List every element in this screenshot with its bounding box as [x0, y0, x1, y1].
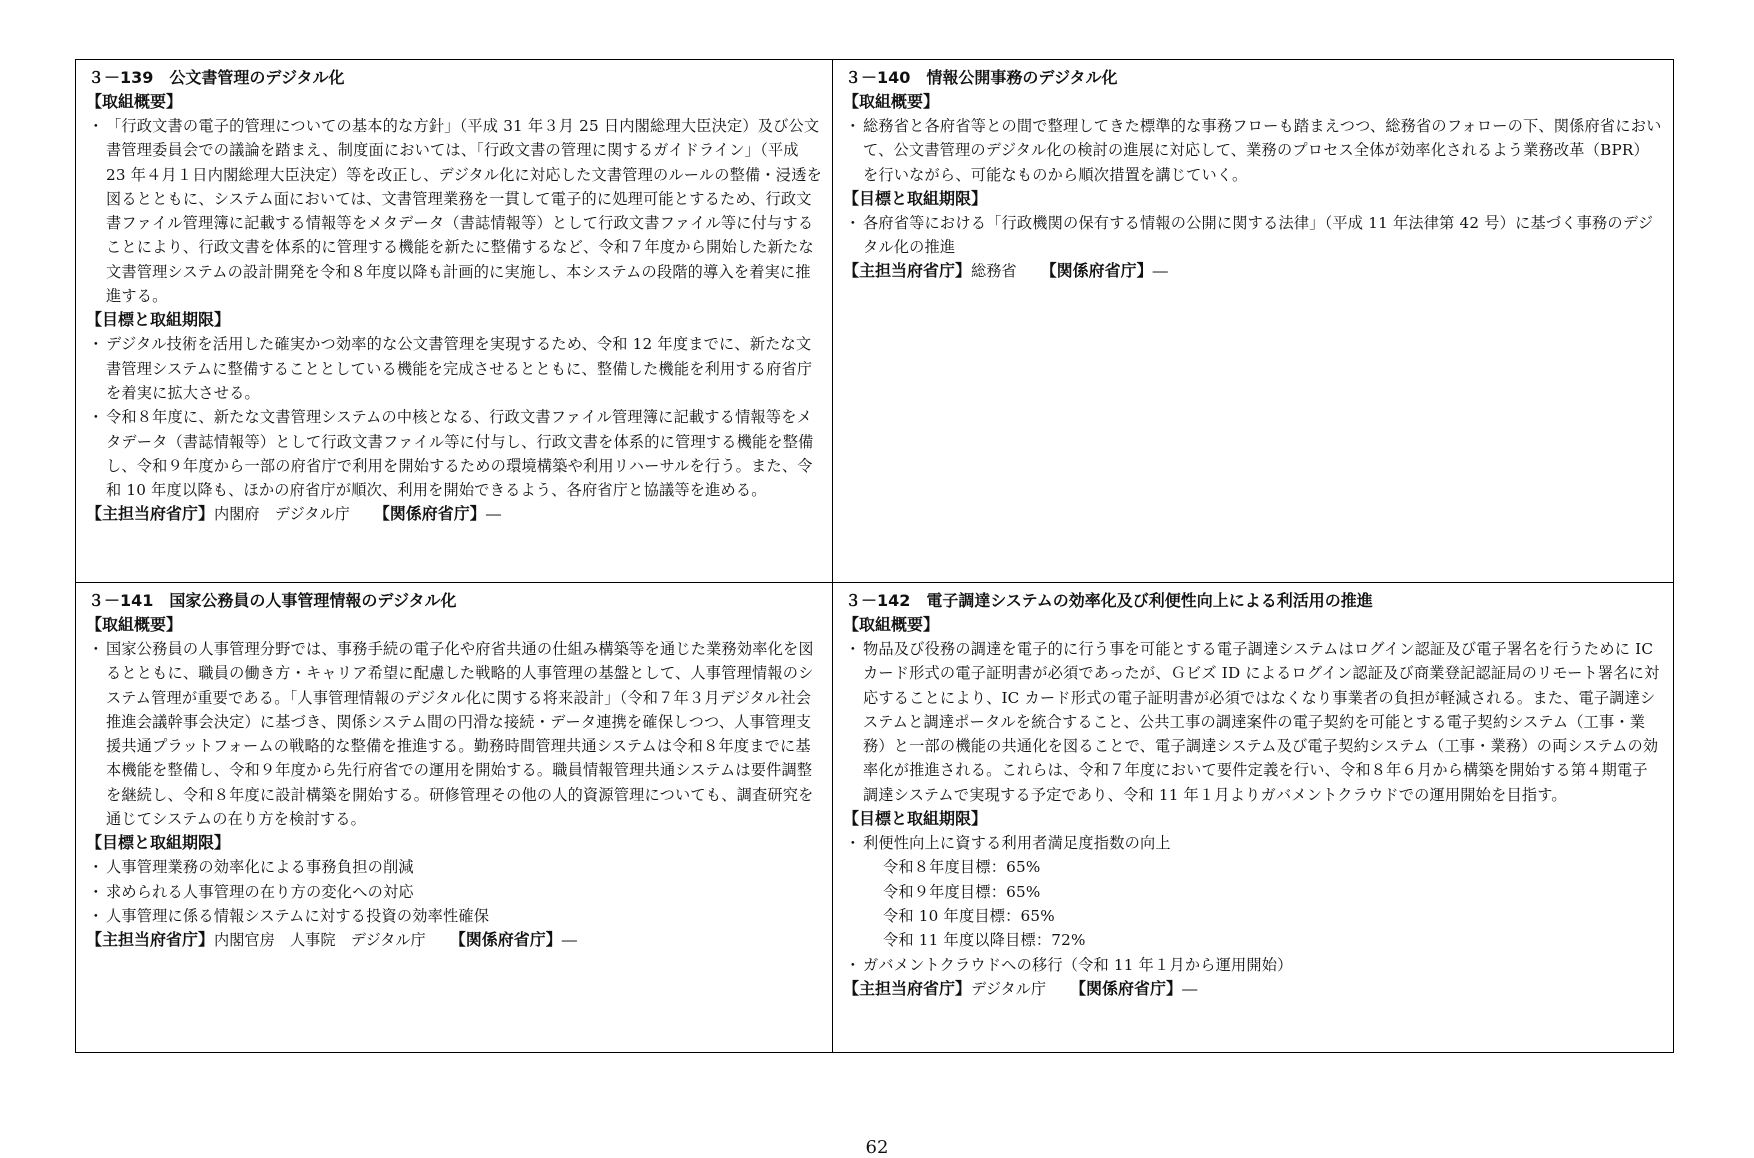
- bullet: ・: [845, 955, 861, 974]
- goal-item: ・ デジタル技術を活用した確実かつ効率的な公文書管理を実現するため、令和 12 年度までに、新たな文書管理システムに整備することとしている機能を完成させるとともに、整備した機能を利用する府省庁を着実に拡大させる。: [76, 332, 822, 405]
- related-label: 【関係府省庁】: [1070, 978, 1183, 998]
- overview-heading: 【取組概要】: [843, 615, 940, 634]
- measure-title: ３－141 国家公務員の人事管理情報のデジタル化: [88, 591, 457, 610]
- lead-ministries: 内閣官房 人事院 デジタル庁: [214, 931, 426, 950]
- goals-heading: 【目標と取組期限】: [86, 833, 231, 853]
- target-item: 令和８年度目標：65%: [883, 858, 1041, 877]
- goals-heading: 【目標と取組期限】: [86, 310, 231, 330]
- bullet: ・: [88, 408, 104, 427]
- measure-title: ３－142 電子調達システムの効率化及び利便性向上による利活用の推進: [845, 591, 1373, 610]
- overview-item: ・ 「行政文書の電子的管理についての基本的な方針」（平成 31 年３月 25 日内閣総理大臣決定）及び公文書管理委員会での議論を踏まえ、制度面においては、「行政文書の管理に関するガイドライン」（平成 23 年４月１日内閣総理大臣決定）等を改正し、デジタル化に対応した文書管理のルールの整備・浸透を図るとともに、システム面においては、文書管理業務を一貫して電子的に処理可能とするため、行政文書ファイル管理簿に記載する情報等をメタデータ（書誌情報等）として行政文書ファイル等に付与することにより、行政文書を体系的に管理する機能を新たに整備するなど、令和７年度から開始した新たな文書管理システムの設計開発を令和８年度以降も計画的に実施し、本システムの段階的導入を着実に推進する。: [76, 114, 822, 308]
- overview-item: ・ 物品及び役務の調達を電子的に行う事を可能とする電子調達システムはログイン認証及び電子署名を行うために IC カード形式の電子証明書が必須であったが、Ｇビズ ID によるログイン認証及び商業登記認証局のリモート署名に対応することにより、IC カード形式の電子証明書が必須ではなくなり事業者の負担が軽減される。また、電子調達システムと調達ポータルを統合すること、公共工事の調達案件の電子契約を可能とする電子契約システム（工事・業務）と一部の機能の共通化を図ることで、電子調達システム及び電子契約システム（工事・業務）の両システムの効率化が推進される。これらは、令和７年度において要件定義を行い、令和８年６月から構築を開始する第４期電子調達システムで実現する予定であり、令和 11 年１月よりガバメントクラウドでの運用開始を目指す。: [833, 637, 1663, 807]
- bullet: ・: [88, 335, 104, 354]
- bullet: ・: [88, 858, 104, 877]
- related-label: 【関係府省庁】: [1040, 261, 1153, 281]
- related-ministries: ―: [485, 505, 501, 524]
- goal-item: ・ ガバメントクラウドへの移行（令和 11 年１月から運用開始）: [833, 953, 1663, 977]
- measure-3-142: [832, 582, 1673, 1052]
- bullet: ・: [88, 640, 104, 658]
- bullet: ・: [88, 882, 104, 901]
- related-label: 【関係府省庁】: [373, 504, 486, 524]
- ministries-line: [76, 502, 822, 526]
- related-ministries: ―: [1182, 979, 1198, 998]
- overview-item: ・ 国家公務員の人事管理分野では、事務手続の電子化や府省共通の仕組み構築等を通じた業務効率化を図るとともに、職員の働き方・キャリア希望に配慮した戦略的人事管理の基盤として、人事管理情報のシステム管理が重要である。「人事管理情報のデジタル化に関する将来設計」（令和７年３月デジタル社会推進会議幹事会決定）に基づき、関係システム間の円滑な接続・データ連携を確保しつつ、人事管理支援共通プラットフォームの戦略的な整備を推進する。勤務時間管理共通システムは令和８年度までに基本機能を整備し、令和９年度から先行府省での運用を開始する。職員情報管理共通システムは要件調整を継続し、令和８年度に設計構築を開始する。研修管理その他の人的資源管理についても、調査研究を通じてシステムの在り方を検討する。: [76, 637, 822, 831]
- page-number: 62: [865, 1137, 889, 1158]
- measures-table: [75, 59, 1674, 1053]
- lead-label: 【主担当府省庁】: [86, 930, 215, 950]
- bullet: ・: [845, 117, 861, 135]
- measure-3-140: [832, 60, 1673, 582]
- related-label: 【関係府省庁】: [449, 930, 562, 950]
- bullet: ・: [845, 213, 861, 232]
- measure-3-139: [76, 60, 832, 582]
- goal-item: ・ 求められる人事管理の在り方の変化への対応: [76, 880, 822, 904]
- overview-heading: 【取組概要】: [843, 92, 940, 111]
- goal-item: ・ 人事管理業務の効率化による事務負担の削減: [76, 855, 822, 879]
- bullet: ・: [845, 640, 861, 658]
- overview-heading: 【取組概要】: [86, 615, 183, 634]
- measure-title: ３－139 公文書管理のデジタル化: [88, 68, 345, 87]
- ministries-line: [833, 977, 1663, 1001]
- related-ministries: ―: [1152, 262, 1168, 281]
- target-item: 令和 11 年度以降目標：72%: [883, 931, 1086, 950]
- bullet: ・: [88, 906, 104, 925]
- lead-ministries: 総務省: [971, 262, 1017, 281]
- goals-heading: 【目標と取組期限】: [843, 188, 988, 208]
- lead-label: 【主担当府省庁】: [843, 261, 972, 281]
- goal-item: ・ 人事管理に係る情報システムに対する投資の効率性確保: [76, 904, 822, 928]
- overview-heading: 【取組概要】: [86, 92, 183, 111]
- ministries-line: [76, 928, 822, 952]
- ministries-line: [833, 259, 1663, 283]
- goal-item: ・ 利便性向上に資する利用者満足度指数の向上: [833, 831, 1663, 855]
- target-item: 令和９年度目標：65%: [883, 882, 1041, 901]
- goals-heading: 【目標と取組期限】: [843, 809, 988, 829]
- measure-3-141: [76, 582, 832, 1052]
- lead-label: 【主担当府省庁】: [86, 504, 215, 524]
- lead-ministries: デジタル庁: [971, 979, 1047, 998]
- measure-title: ３－140 情報公開事務のデジタル化: [845, 68, 1118, 87]
- goal-item: ・ 各府省等における「行政機関の保有する情報の公開に関する法律」（平成 11 年法律第 42 号）に基づく事務のデジタル化の推進: [833, 211, 1663, 260]
- overview-item: ・ 総務省と各府省等との間で整理してきた標準的な事務フローも踏まえつつ、総務省のフォローの下、関係府省において、公文書管理のデジタル化の検討の進展に対応して、業務のプロセス全体が効率化されるよう業務改革（BPR）を行いながら、可能なものから順次措置を講じていく。: [833, 114, 1663, 187]
- lead-ministries: 内閣府 デジタル庁: [214, 505, 350, 524]
- related-ministries: ―: [561, 931, 577, 950]
- target-item: 令和 10 年度目標：65%: [883, 906, 1055, 925]
- goal-item: ・ 令和８年度に、新たな文書管理システムの中核となる、行政文書ファイル管理簿に記載する情報等をメタデータ（書誌情報等）として行政文書ファイル等に付与し、行政文書を体系的に管理する機能を整備し、令和９年度から一部の府省庁で利用を開始するための環境構築や利用リハーサルを行う。また、令和 10 年度以降も、ほかの府省庁が順次、利用を開始できるよう、各府省庁と協議等を進める。: [76, 405, 822, 502]
- bullet: ・: [845, 834, 861, 853]
- bullet: ・: [88, 117, 104, 135]
- lead-label: 【主担当府省庁】: [843, 978, 972, 998]
